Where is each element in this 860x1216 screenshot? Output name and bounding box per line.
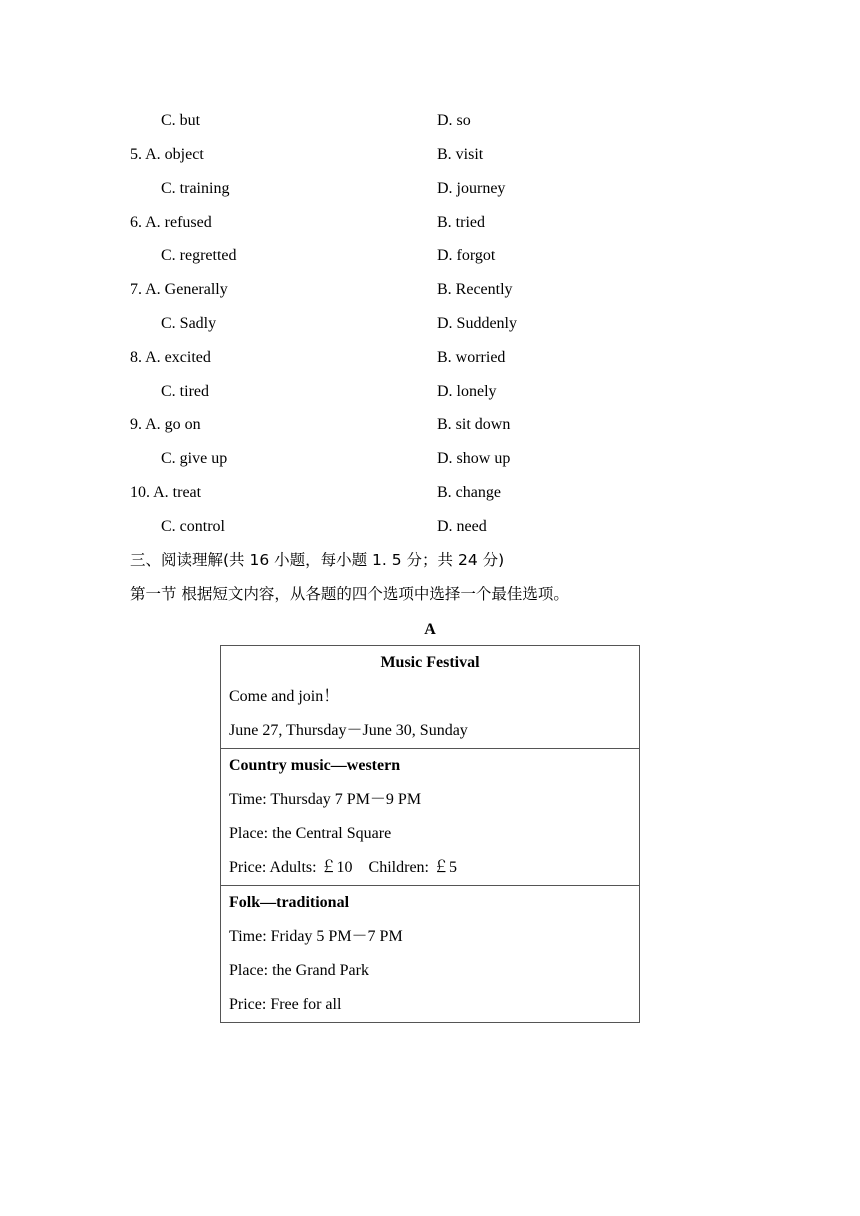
option-right: D. so (437, 112, 471, 129)
option-right: B. sit down (437, 416, 511, 433)
option-left: 6. A. refused (130, 214, 212, 231)
section-title: 三、阅读理解(共 16 小题，每小题 1. 5 分；共 24 分) (130, 551, 505, 569)
passage-label: A (424, 621, 436, 638)
event-place: Place: the Central Square (229, 825, 392, 842)
event-place: Place: the Grand Park (229, 962, 369, 979)
option-right: D. show up (437, 450, 511, 467)
option-left: 7. A. Generally (130, 281, 228, 298)
event-price: Price: Free for all (229, 996, 342, 1013)
option-right: B. Recently (437, 281, 513, 298)
option-left: 5. A. object (130, 146, 204, 163)
event-time: Time: Thursday 7 PM－9 PM (229, 791, 422, 808)
option-right: B. tried (437, 214, 485, 231)
event-price: Price: Adults: ￡10 Children: ￡5 (229, 859, 457, 876)
option-left: C. tired (161, 383, 209, 400)
option-left: C. but (161, 112, 201, 129)
event-section (221, 885, 639, 1022)
option-left: 8. A. excited (130, 349, 211, 366)
event-name: Folk—traditional (229, 894, 350, 911)
option-left: 10. A. treat (130, 484, 202, 501)
option-left: C. control (161, 518, 225, 535)
option-left: C. Sadly (161, 315, 217, 332)
option-right: D. lonely (437, 383, 497, 400)
option-left: C. training (161, 180, 230, 197)
option-left: 9. A. go on (130, 416, 201, 433)
option-right: B. change (437, 484, 501, 501)
festival-title: Music Festival (380, 654, 480, 671)
option-right: D. forgot (437, 247, 496, 264)
option-right: B. visit (437, 146, 484, 163)
option-left: C. give up (161, 450, 228, 467)
option-right: D. need (437, 518, 487, 535)
festival-header (221, 646, 639, 748)
festival-poster (220, 645, 640, 1023)
option-left: C. regretted (161, 247, 237, 264)
festival-invite: Come and join！ (229, 688, 340, 705)
option-right: D. journey (437, 180, 506, 197)
option-right: B. worried (437, 349, 506, 366)
event-time: Time: Friday 5 PM－7 PM (229, 928, 403, 945)
festival-dates: June 27, Thursday－June 30, Sunday (229, 722, 468, 739)
event-name: Country music—western (229, 757, 401, 774)
event-section (221, 748, 639, 885)
option-right: D. Suddenly (437, 315, 517, 332)
section-instruction: 第一节 根据短文内容，从各题的四个选项中选择一个最佳选项。 (130, 585, 569, 603)
